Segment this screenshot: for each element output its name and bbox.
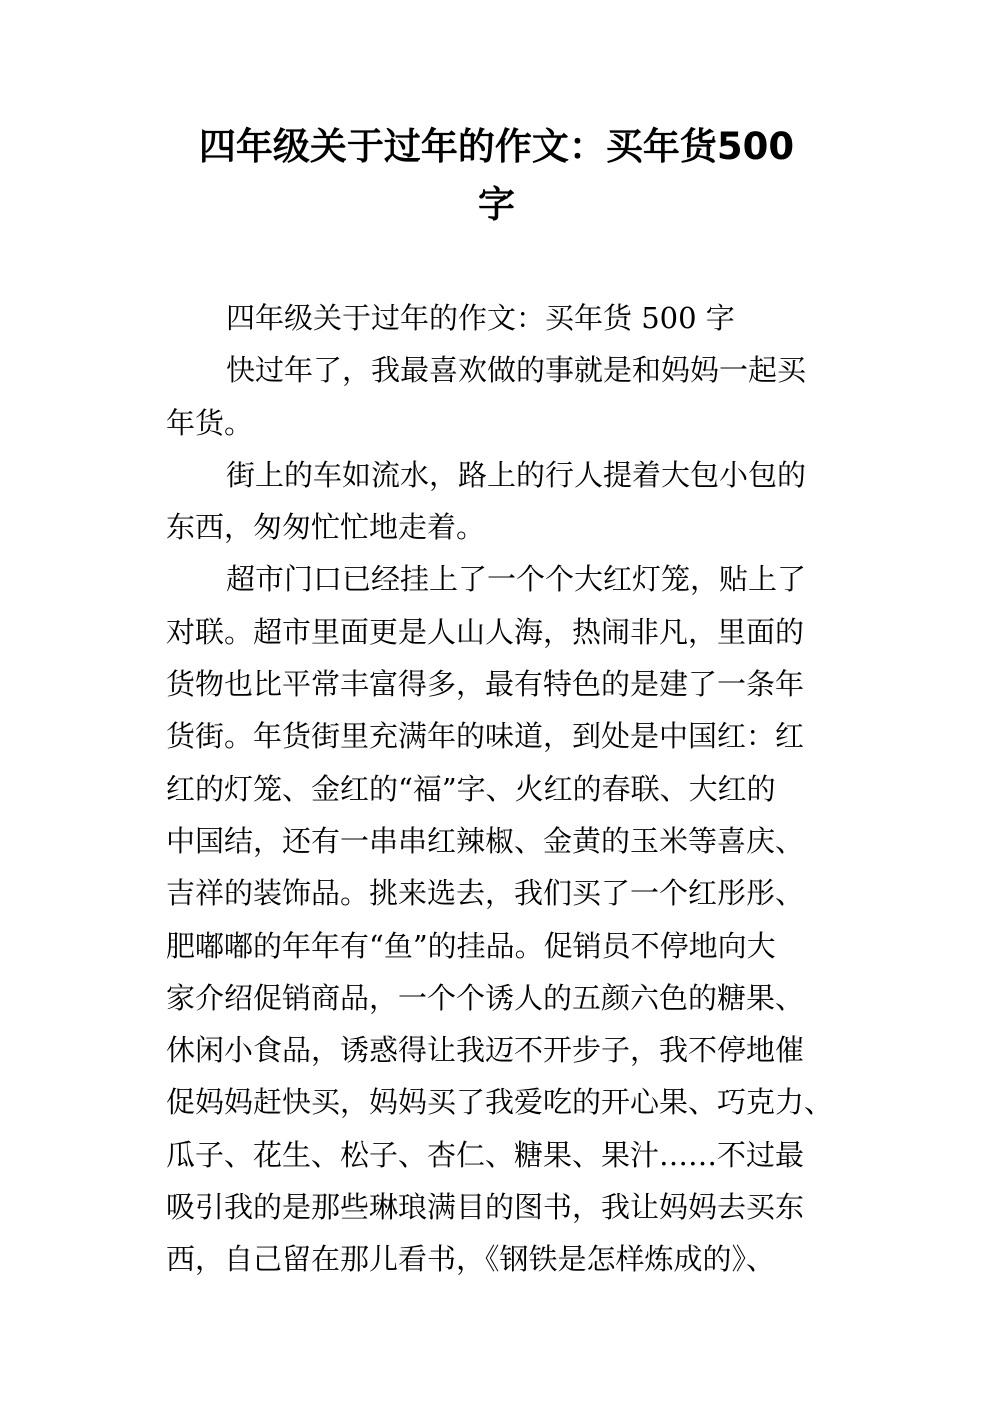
body-line: 瓜子、花生、松子、杏仁、糖果、果汁……不过最: [166, 1137, 805, 1172]
essay-body: [166, 292, 838, 1286]
document-title: [160, 118, 833, 234]
body-line: 西，自己留在那儿看书，《钢铁是怎样炼成的》、: [166, 1242, 776, 1277]
body-line: 家介绍促销商品，一个个诱人的五颜六色的糖果、: [166, 980, 805, 1015]
body-line: 超市门口已经挂上了一个个大红灯笼，贴上了: [226, 562, 807, 597]
body-line: 吸引我的是那些琳琅满目的图书，我让妈妈去买东: [166, 1190, 805, 1225]
body-line: 红的灯笼、金红的“福”字、火红的春联、大红的: [166, 771, 776, 806]
body-line: 吉祥的装饰品。挑来选去，我们买了一个红彤彤、: [166, 876, 805, 911]
title-line-1: 四年级关于过年的作文：买年货500: [198, 125, 795, 168]
body-line: 肥嘟嘟的年年有“鱼”的挂品。促销员不停地向大: [166, 928, 776, 963]
body-line: 货物也比平常丰富得多，最有特色的是建了一条年: [166, 667, 805, 702]
body-line: 四年级关于过年的作文：买年货 500 字: [226, 301, 735, 335]
body-line: 街上的车如流水，路上的行人提着大包小包的: [226, 457, 807, 492]
body-line: 促妈妈赶快买，妈妈买了我爱吃的开心果、巧克力、: [166, 1085, 834, 1120]
body-line: 对联。超市里面更是人山人海，热闹非凡，里面的: [166, 614, 805, 649]
body-line: 东西，匆匆忙忙地走着。: [166, 510, 486, 545]
body-line: 货街。年货街里充满年的味道，到处是中国红：红: [166, 719, 805, 754]
body-line: 年货。: [166, 405, 254, 440]
body-line: 快过年了，我最喜欢做的事就是和妈妈一起买: [226, 353, 807, 388]
body-line: 休闲小食品，诱惑得让我迈不开步子，我不停地催: [166, 1033, 805, 1068]
title-line-2: 字: [478, 183, 515, 226]
body-line: 中国结，还有一串串红辣椒、金黄的玉米等喜庆、: [166, 823, 805, 858]
